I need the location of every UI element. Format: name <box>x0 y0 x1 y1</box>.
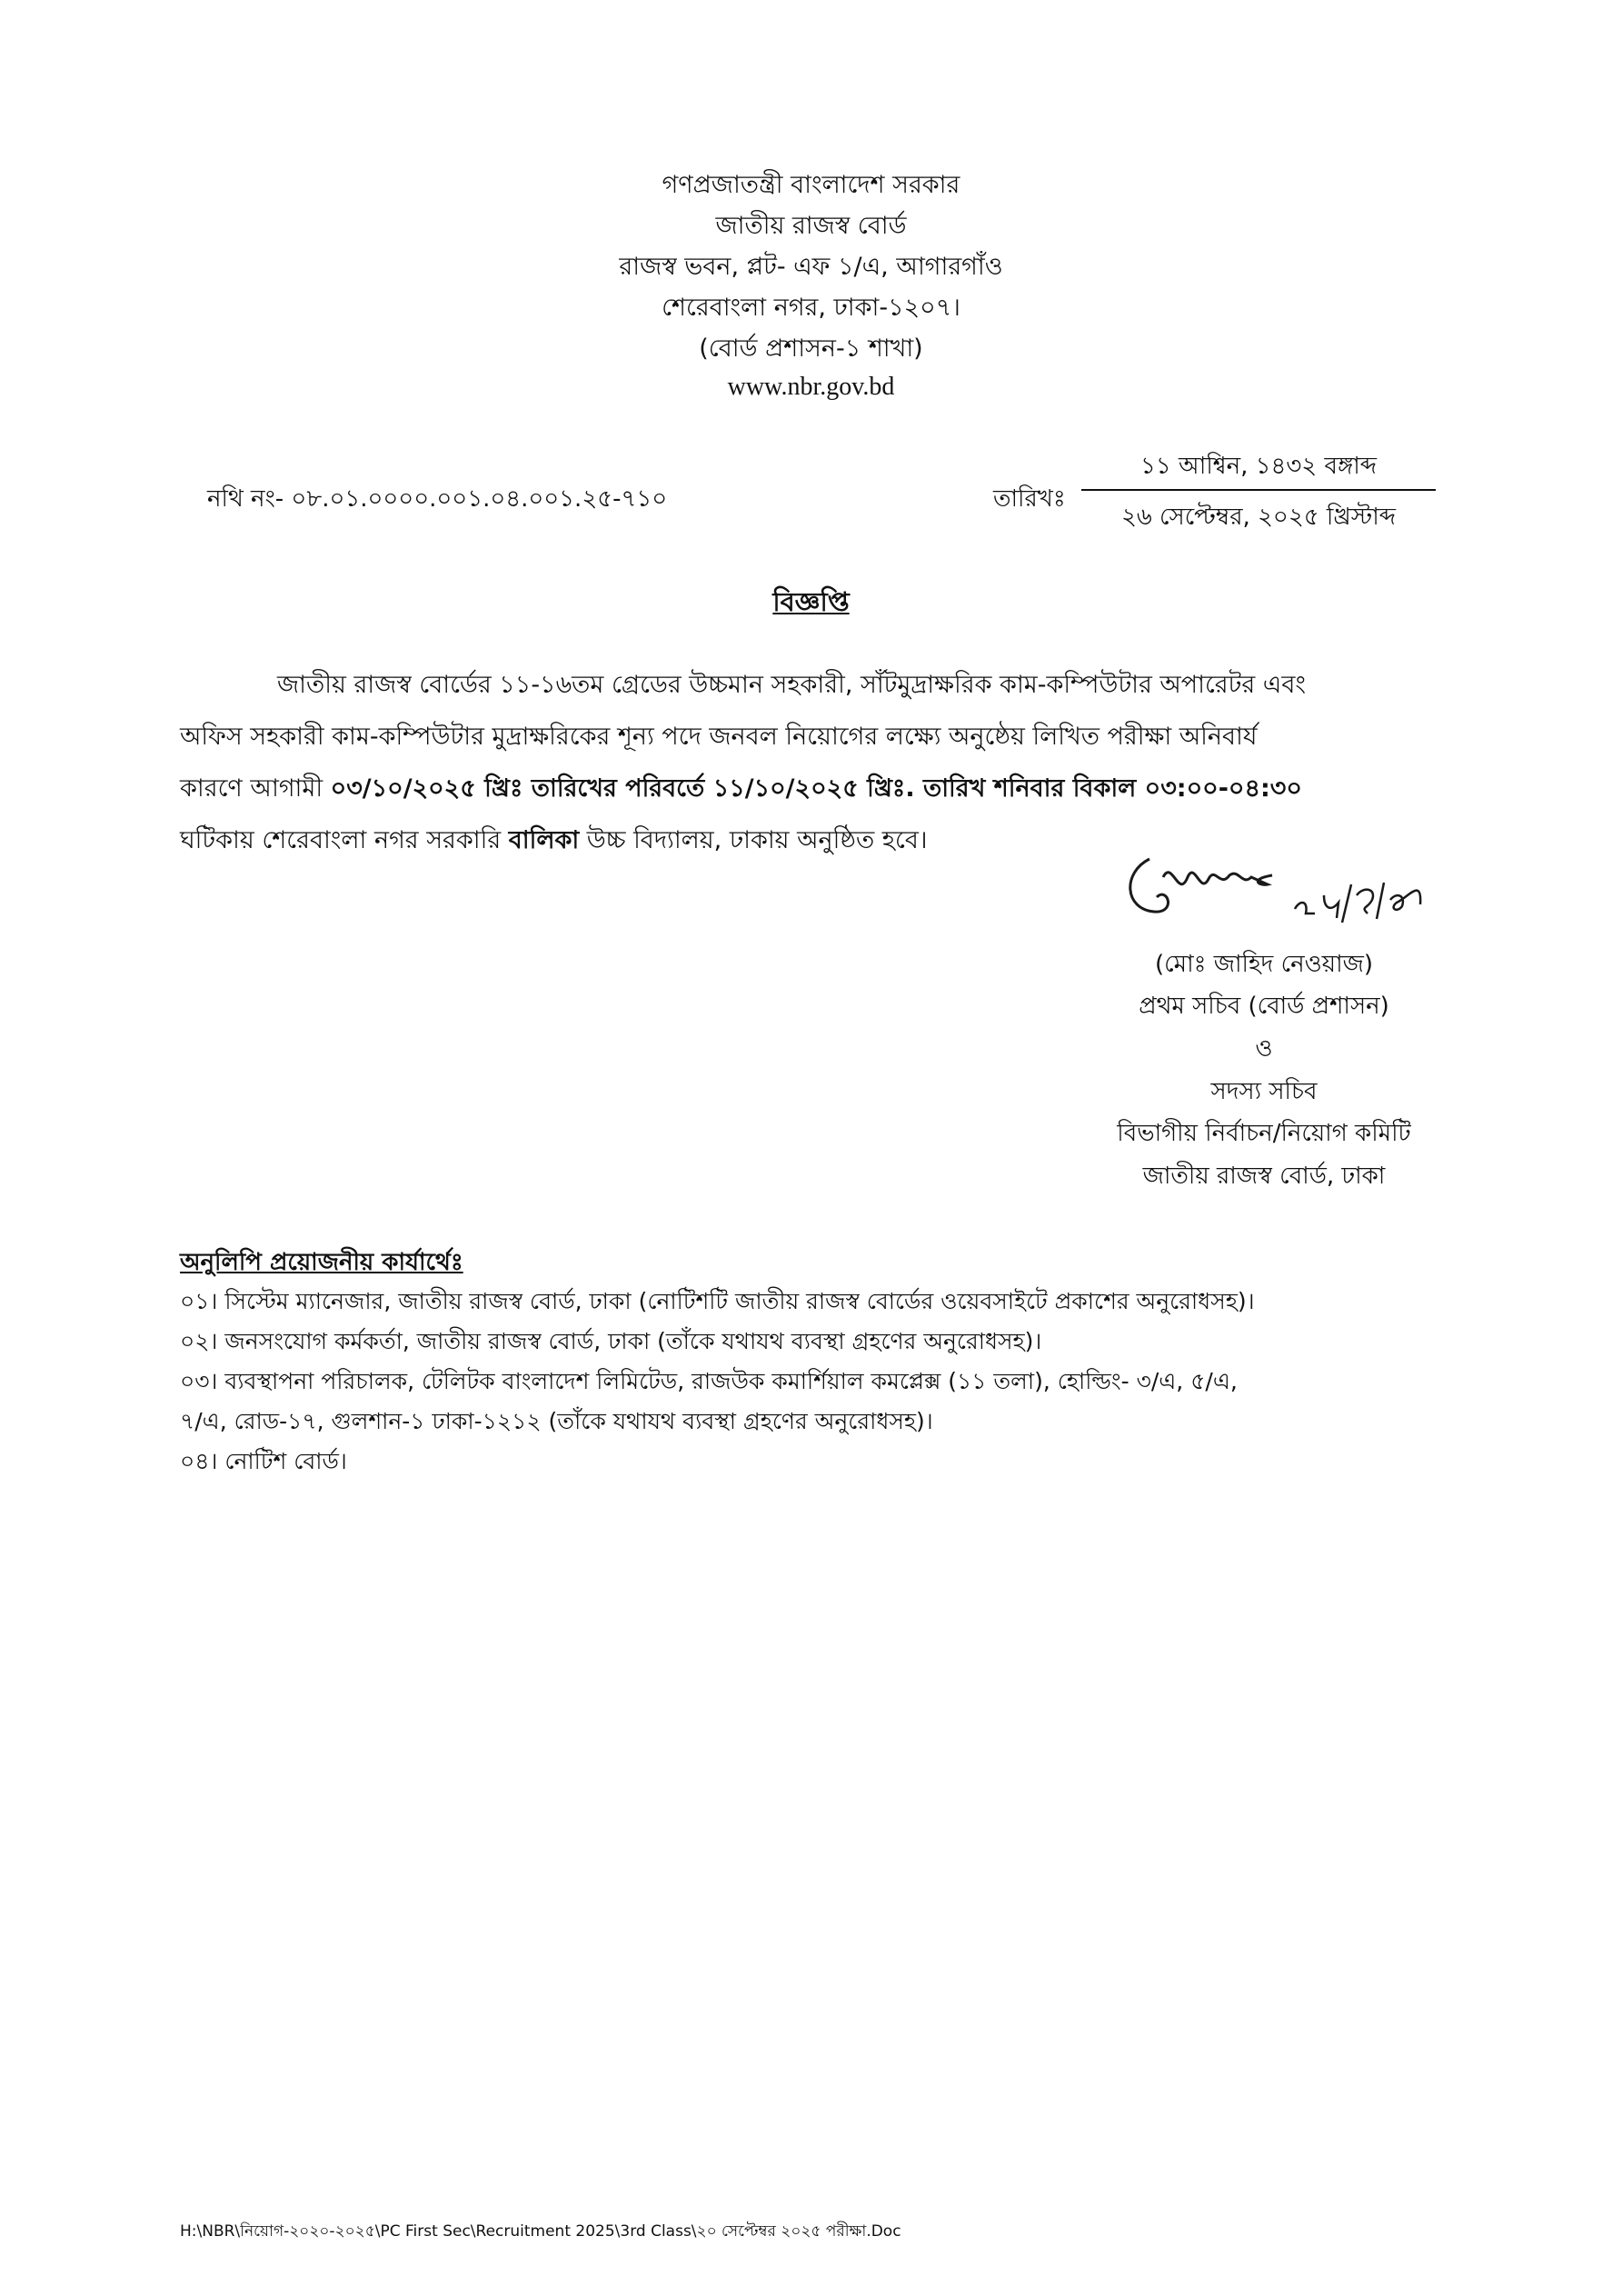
copy-item-3: ০৩। ব্যবস্থাপনা পরিচালক, টেলিটক বাংলাদেশ লিমিটেড, রাজউক কমার্শিয়াল কমপ্লেক্স (১১ তলা), হোল্ডিং- ৩/এ, ৫/এ, <box>180 1368 1238 1394</box>
date-bangla: ১১ আশ্বিন, ১৪৩২ বঙ্গাব্দ <box>1140 453 1377 480</box>
copy-item-1: ০১। সিস্টেম ম্যানেজার, জাতীয় রাজস্ব বোর্ড, ঢাকা (নোটিশটি জাতীয় রাজস্ব বোর্ডের ওয়েবসাইটে প্রকাশের অনুরোধসহ)। <box>180 1288 1255 1314</box>
copies-heading: অনুলিপি প্রয়োজনীয় কার্যার্থেঃ <box>180 1249 463 1276</box>
office-address-2: শেরেবাংলা নগর, ঢাকা-১২০৭। <box>662 294 960 322</box>
venue-highlight: বালিকা <box>508 826 580 854</box>
signatory-designation-4: জাতীয় রাজস্ব বোর্ড, ঢাকা <box>1142 1163 1386 1190</box>
file-path-footer: H:\NBR\নিয়োগ-২০২০-২০২৫\PC First Sec\Recruitment 2025\3rd Class\২০ সেপ্টেম্বর ২০২৫ পরীক্ষা.Doc <box>180 2222 901 2241</box>
notice-line-4-tail: উচ্চ বিদ্যালয়, ঢাকায় অনুষ্ঠিত হবে। <box>579 826 928 854</box>
signatory-conjunction: ও <box>1255 1035 1273 1063</box>
website-link[interactable]: www.nbr.gov.bd <box>727 373 895 401</box>
exam-date-change: ০৩/১০/২০২৫ খ্রিঃ তারিখের পরিবর্তে ১১/১০/২০২৫ খ্রিঃ. তারিখ শনিবার বিকাল ০৩:০০-০৪:৩০ <box>330 774 1302 803</box>
branch-name: (বোর্ড প্রশাসন-১ শাখা) <box>699 334 923 363</box>
office-name: জাতীয় রাজস্ব বোর্ড <box>715 212 907 240</box>
notice-line-2: অফিস সহকারী কাম-কম্পিউটার মুদ্রাক্ষরিকের শূন্য পদে জনবল নিয়োগের লক্ষ্যে অনুষ্ঠেয় লিখিত পরীক্ষা অনিবার্য <box>180 723 1258 751</box>
notice-title: বিজ্ঞপ্তি <box>772 586 850 617</box>
notice-line-3 <box>180 763 1302 814</box>
copy-item-2: ০২। জনসংযোগ কর্মকর্তা, জাতীয় রাজস্ব বোর্ড, ঢাকা (তাঁকে যথাযথ ব্যবস্থা গ্রহণের অনুরোধসহ)। <box>180 1328 1042 1354</box>
file-number: নথি নং- ০৮.০১.০০০০.০০১.০৪.০০১.২৫-৭১০ <box>207 485 668 513</box>
notice-line-3-text: কারণে আগামী <box>180 774 331 803</box>
signature-image <box>1113 823 1458 941</box>
notice-line-4 <box>180 814 928 866</box>
signatory-name: (মোঃ জাহিদ নেওয়াজ) <box>1154 951 1374 978</box>
notice-line-4-text: ঘটিকায় শেরেবাংলা নগর সরকারি <box>180 826 509 854</box>
office-address-1: রাজস্ব ভবন, প্লট- এফ ১/এ, আগারগাঁও <box>619 253 1003 281</box>
date-english: ২৬ সেপ্টেম্বর, ২০২৫ খ্রিস্টাব্দ <box>1120 504 1397 531</box>
date-label: তারিখঃ <box>993 485 1066 513</box>
copy-item-4: ০৪। নোটিশ বোর্ড। <box>180 1448 347 1474</box>
copy-item-3-cont: ৭/এ, রোড-১৭, গুলশান-১ ঢাকা-১২১২ (তাঁকে যথাযথ ব্যবস্থা গ্রহণের অনুরোধসহ)। <box>180 1408 933 1434</box>
signatory-designation-3: বিভাগীয় নির্বাচন/নিয়োগ কমিটি <box>1117 1120 1411 1147</box>
signatory-designation-2: সদস্য সচিব <box>1210 1078 1318 1105</box>
signatory-designation-1: প্রথম সচিব (বোর্ড প্রশাসন) <box>1139 993 1389 1020</box>
date-divider <box>1081 489 1436 491</box>
notice-line-1: জাতীয় রাজস্ব বোর্ডের ১১-১৬তম গ্রেডের উচ্চমান সহকারী, সাঁটমুদ্রাক্ষরিক কাম-কম্পিউটার অপারেটর এবং <box>277 671 1306 699</box>
govt-name: গণপ্রজাতন্ত্রী বাংলাদেশ সরকার <box>662 171 960 199</box>
